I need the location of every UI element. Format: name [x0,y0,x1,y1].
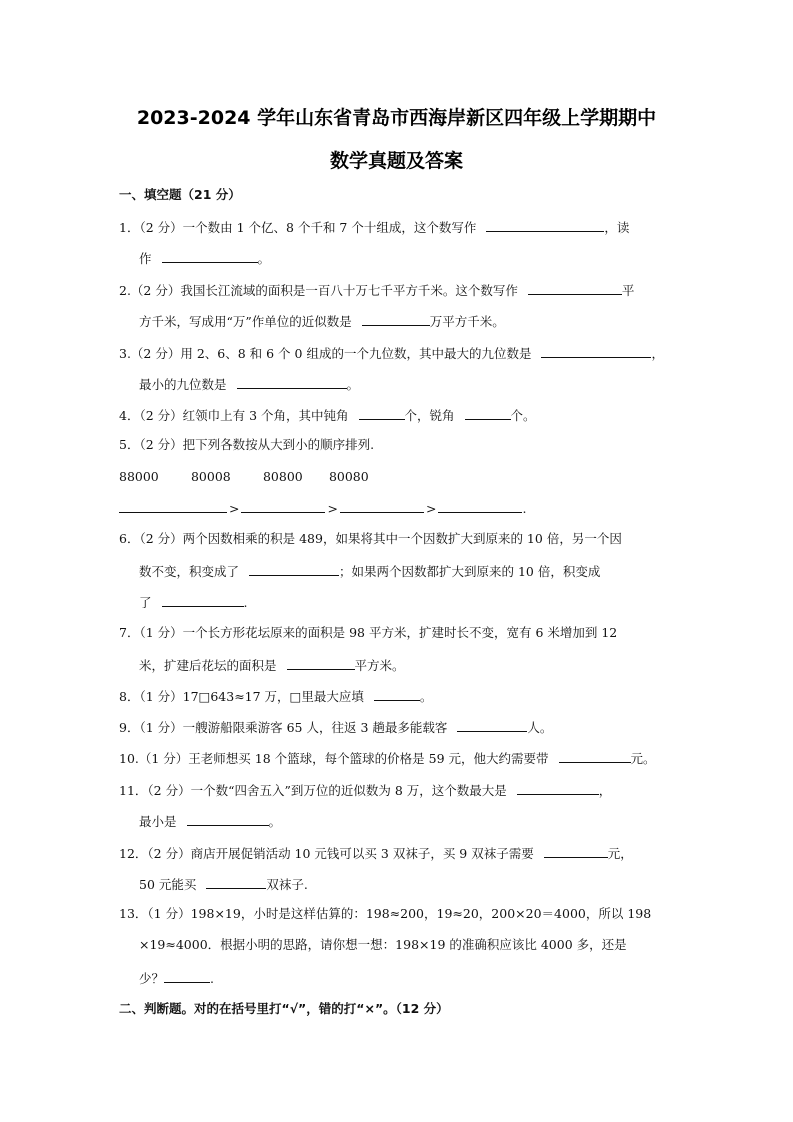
q5-answer-blank-3[interactable] [340,498,424,513]
q6-text-4: 了 [139,595,152,610]
q6-text-2: 数不变，积变成了 [139,564,240,579]
q12-answer-blank-2[interactable] [206,874,266,889]
q5-number-list [119,468,679,486]
question-9 [119,717,679,737]
q3-text-3: 最小的九位数是 [139,377,227,392]
q12-answer-blank-1[interactable] [544,843,608,858]
q12-text-2: 元， [607,846,633,861]
q3-text-4: 。 [346,377,360,392]
q2-answer-blank-1[interactable] [528,280,622,295]
q5-number-2: 80008 [190,469,231,484]
question-13: 13．（1 分）198×19，小时是这样估算的：198≈200，19≈20，200×20＝4000，所以 198 [119,906,652,921]
question-1 [119,217,679,237]
question-2 [119,280,679,300]
section-2-heading: 二、判断题。对的在括号里打“√”，错的打“×”。（12 分） [119,1001,449,1016]
q13-text-4: . [210,971,214,986]
question-3-cont [139,374,699,394]
q11-answer-blank-2[interactable] [187,811,269,826]
q9-answer-blank[interactable] [457,717,527,732]
question-11 [119,780,679,800]
q5-gt-2: > [327,501,338,516]
q2-text-3: 方千米，写成用“万”作单位的近似数是 [139,314,352,329]
q1-answer-blank-1[interactable] [486,217,604,232]
question-6-cont [139,561,699,581]
q3-text: 3.（2 分）用 2、6、8 和 6 个 0 组成的一个九位数，其中最大的九位数是 [119,346,532,361]
q8-answer-blank[interactable] [374,686,420,701]
q1-text: 1．（2 分）一个数由 1 个亿、8 个千和 7 个十组成，这个数写作 [119,220,477,235]
q5-number-1: 88000 [119,469,159,484]
q3-text-2: ， [651,346,664,361]
doc-title-line2: 数学真题及答案 [329,150,463,172]
q5-answer-blank-2[interactable] [241,498,325,513]
q4-answer-blank-1[interactable] [359,405,405,420]
question-8 [119,686,679,706]
question-1-cont [139,248,699,268]
q11-text: 11．（2 分）一个数“四舍五入”到万位的近似数为 8 万，这个数最大是 [119,783,507,798]
q7-answer-blank[interactable] [287,655,355,670]
q4-text-2: 个，锐角 [404,408,455,423]
question-13-cont: ×19≈4000．根据小明的思路，请你想一想：198×19 的准确积应该比 4000 多，还是 [139,937,627,952]
q2-text-2: 平 [621,283,635,298]
q6-text-5: . [243,595,248,610]
q13-answer-blank[interactable] [164,968,210,983]
q5-gt-1: > [229,501,240,516]
q5-gt-3: > [425,501,437,516]
q8-text-2: 。 [419,689,433,704]
q12-text-4: 双袜子. [266,877,308,892]
q3-answer-blank-1[interactable] [541,343,651,358]
question-11-cont [139,811,699,831]
q12-text-3: 50 元能买 [139,877,197,892]
question-7: 7．（1 分）一个长方形花坛原来的面积是 98 平方米，扩建时长不变，宽有 6 米增加到 12 [119,625,618,640]
q3-answer-blank-2[interactable] [237,374,347,389]
q5-answer-blank-4[interactable] [438,498,522,513]
q5-period: . [522,501,527,516]
q7-text-2: 米，扩建后花坛的面积是 [139,658,277,673]
q13-text-3: 少？ [139,971,165,986]
q2-answer-blank-2[interactable] [362,311,430,326]
q12-text: 12．（2 分）商店开展促销活动 10 元钱可以买 3 双袜子，买 9 双袜子需要 [119,846,534,861]
q5-answer-blank-1[interactable] [119,498,227,513]
q11-text-4: 。 [268,814,282,829]
q6-answer-blank-1[interactable] [249,561,339,576]
q7-text-3: 平方米。 [354,658,405,673]
q5-number-3: 80800 [262,469,303,484]
q4-answer-blank-2[interactable] [465,405,511,420]
q9-text-2: 人。 [527,720,553,735]
q1-text-4: 。 [257,251,271,266]
q11-text-3: 最小是 [139,814,177,829]
question-3 [119,343,679,363]
q10-text-2: 元。 [630,751,656,766]
question-13-cont-2 [139,968,699,988]
q1-text-3: 作 [139,251,152,266]
section-1-heading: 一、填空题（21 分） [119,187,241,202]
q4-text: 4．（2 分）红领巾上有 3 个角，其中钝角 [119,408,349,423]
question-12 [119,843,679,863]
q8-text: 8．（1 分）17□643≈17 万，□里最大应填 [119,689,364,704]
question-6-cont-2 [139,592,699,612]
question-6: 6．（2 分）两个因数相乘的积是 489，如果将其中一个因数扩大到原来的 10 倍，另一个因 [119,531,622,546]
doc-title-line1: 2023-2024 学年山东省青岛市西海岸新区四年级上学期期中 [136,107,657,129]
q11-text-2: ， [598,783,612,798]
q6-answer-blank-2[interactable] [162,592,244,607]
q4-text-3: 个。 [510,408,536,423]
q9-text: 9．（1 分）一艘游船限乘游客 65 人，往返 3 趟最多能载客 [119,720,448,735]
q11-answer-blank-1[interactable] [517,780,599,795]
question-12-cont [139,874,699,894]
q5-number-4: 80080 [328,469,369,484]
question-2-cont [139,311,699,331]
q10-answer-blank[interactable] [559,748,631,763]
question-10 [119,748,679,768]
question-4 [119,405,679,425]
q1-answer-blank-2[interactable] [162,248,258,263]
q2-text: 2.（2 分）我国长江流域的面积是一百八十万七千平方千米。这个数写作 [119,283,518,298]
question-5: 5．（2 分）把下列各数按从大到小的顺序排列. [119,437,375,452]
q2-text-4: 万平方千米。 [429,314,505,329]
question-7-cont [139,655,699,675]
q10-text: 10.（1 分）王老师想买 18 个篮球，每个篮球的价格是 59 元，他大约需要带 [119,751,549,766]
q1-text-2: ，读 [604,220,630,235]
q5-answer-row [119,498,679,518]
q6-text-3: ；如果两个因数都扩大到原来的 10 倍，积变成 [339,564,601,579]
